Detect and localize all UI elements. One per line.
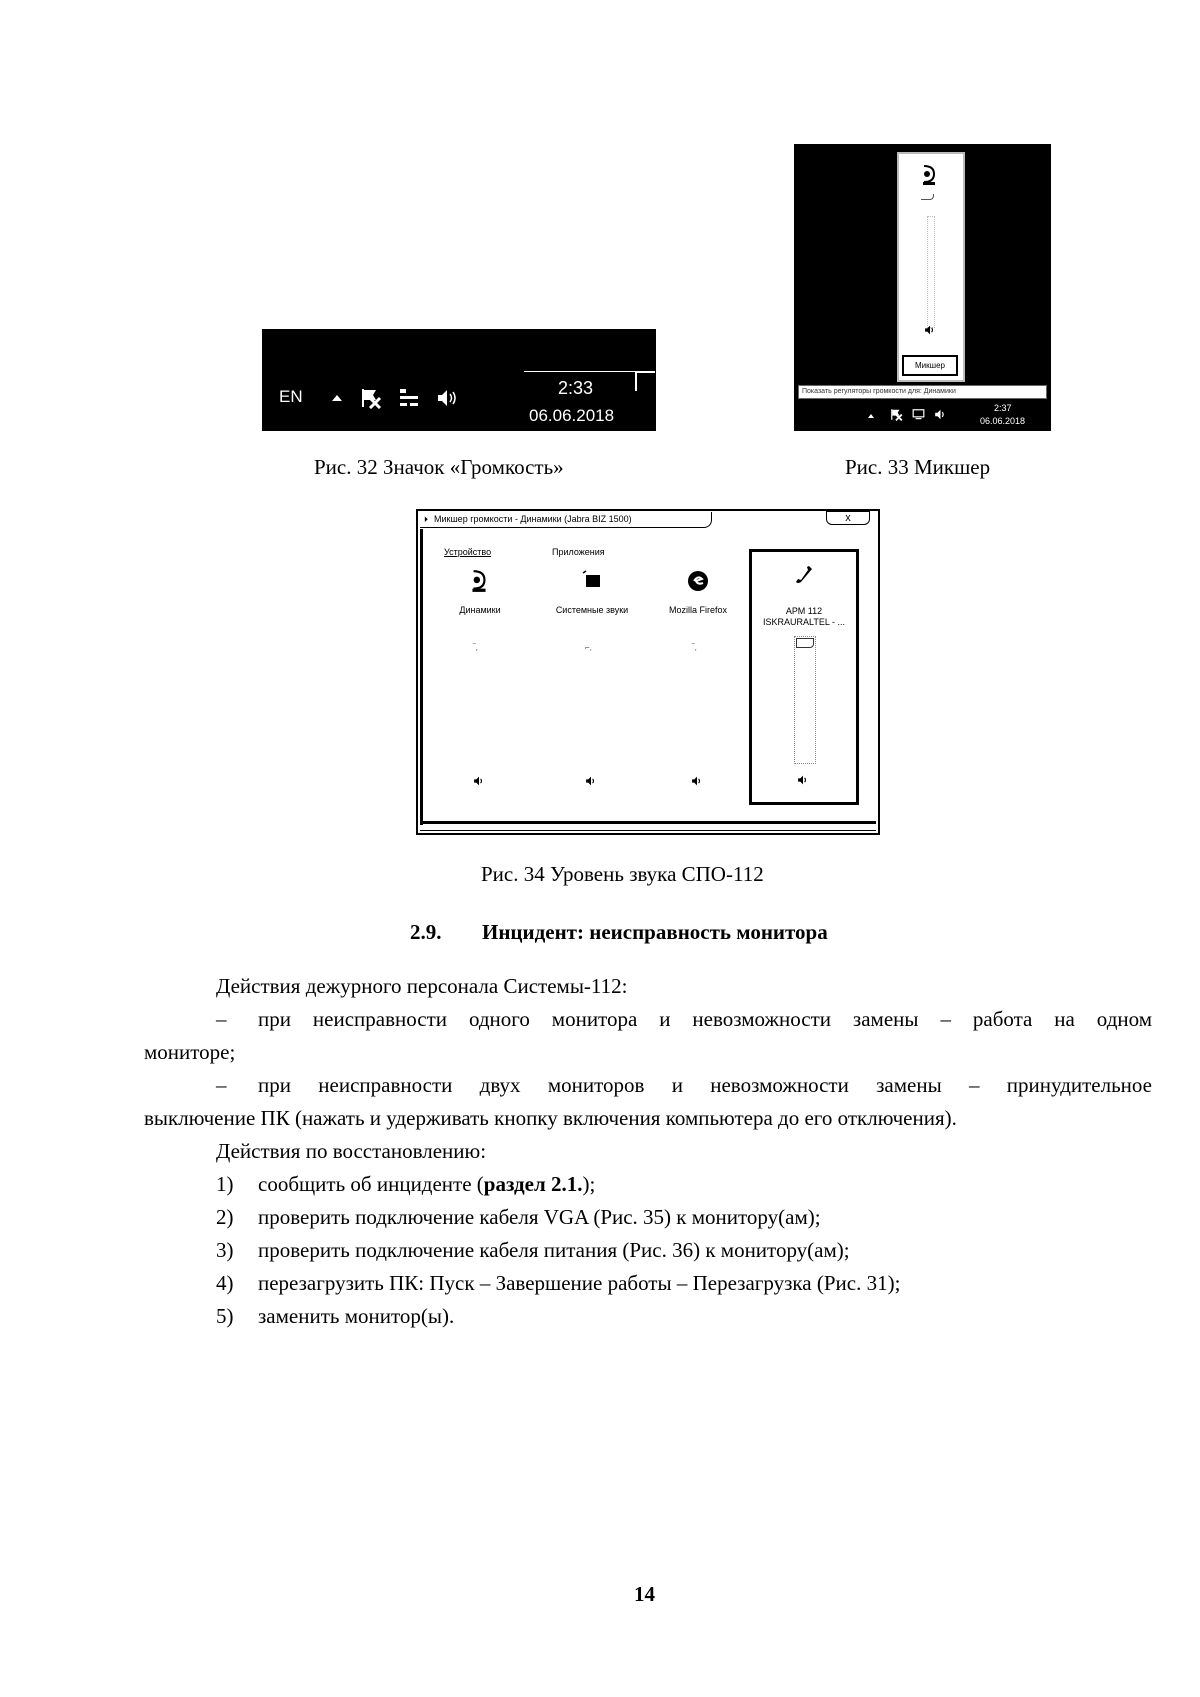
dash-item-2-line-2: выключение ПК (нажать и удерживать кнопку включения компьютера до его отключения). [144, 1106, 957, 1130]
mute-speaker-icon[interactable] [690, 775, 704, 787]
volume-slider-track[interactable] [927, 216, 935, 328]
step-number: 1) [216, 1172, 234, 1196]
speaker-icon[interactable] [436, 387, 458, 409]
dash-item-1-line-2: мониторе; [144, 1040, 236, 1064]
slider-thumb[interactable] [796, 638, 814, 648]
step-5-text: заменить монитор(ы). [258, 1304, 455, 1328]
column-label-system-sounds: Системные звуки [555, 605, 629, 615]
column-label-apm-112: АРМ 112 ISKRAURALTEL - ... [762, 606, 846, 627]
volume-popup-panel [897, 152, 965, 382]
list-dash-bullet: – [216, 1073, 227, 1097]
mixer-button[interactable]: Микшер [902, 355, 958, 376]
language-indicator[interactable]: EN [279, 387, 303, 406]
volume-slider-track[interactable] [794, 636, 816, 764]
step-number: 4) [216, 1271, 234, 1295]
speaker-device-icon[interactable] [468, 569, 490, 593]
slider-thumb[interactable]: ‾, [473, 643, 478, 652]
window-speaker-icon: ⏵ [424, 515, 428, 524]
step-number: 5) [216, 1304, 234, 1328]
restore-intro: Действия по восстановлению: [216, 1139, 487, 1163]
speaker-icon[interactable] [934, 408, 947, 421]
taskbar-screenshot [262, 329, 656, 431]
mute-speaker-icon[interactable] [472, 775, 486, 787]
speaker-device-icon [919, 164, 939, 186]
mute-speaker-icon[interactable] [796, 774, 810, 786]
chevron-up-icon[interactable] [868, 414, 874, 418]
column-label-speakers: Динамики [459, 605, 501, 615]
clock-date[interactable]: 06.06.2018 [980, 416, 1026, 426]
system-sounds-icon[interactable] [581, 569, 603, 591]
network-icon[interactable] [398, 387, 420, 409]
close-button[interactable]: x [826, 511, 870, 525]
volume-mixer-window [416, 509, 880, 835]
figure-33-caption: Рис. 33 Микшер [845, 455, 991, 479]
apps-header: Приложения [552, 547, 605, 557]
device-header: Устройство [444, 547, 492, 557]
clock-time[interactable]: 2:37 [994, 403, 1012, 413]
step-number: 3) [216, 1238, 234, 1262]
figure-32-caption: Рис. 32 Значок «Громкость» [314, 455, 564, 479]
step-3-text: проверить подключение кабеля питания (Рис. 36) к монитору(ам); [258, 1238, 850, 1262]
list-dash-bullet: – [216, 1007, 227, 1031]
action-center-flag-icon[interactable] [360, 387, 382, 409]
dash-item-1-line-1: при неисправности одного монитора и невозможности замены – работа на одном [258, 1007, 1152, 1031]
window-inner-border [420, 529, 429, 825]
page-number: 14 [634, 1582, 655, 1606]
clock-time[interactable]: 2:33 [558, 378, 594, 398]
chevron-up-icon[interactable] [332, 395, 342, 401]
section-number: 2.9. [410, 920, 442, 944]
window-title: Микшер громкости - Динамики (Jabra BIZ 1500) [420, 512, 712, 528]
mute-speaker-icon[interactable] [584, 775, 598, 787]
network-icon[interactable] [912, 408, 925, 421]
slider-thumb[interactable] [921, 194, 934, 200]
intro-paragraph: Действия дежурного персонала Системы-112: [216, 974, 628, 998]
step-number: 2) [216, 1205, 234, 1229]
mute-speaker-icon[interactable] [923, 324, 937, 336]
step-2-text: проверить подключение кабеля VGA (Рис. 35) к монитору(ам); [258, 1205, 821, 1229]
clock-divider [524, 371, 636, 372]
column-label-firefox: Mozilla Firefox [668, 605, 727, 615]
firefox-icon[interactable] [686, 569, 710, 593]
apm-112-column-highlight[interactable] [749, 549, 859, 805]
section-title: Инцидент: неисправность монитора [482, 920, 828, 944]
window-bottom-border [420, 821, 876, 831]
mixer-popup-screenshot [794, 144, 1051, 431]
step-1-text: сообщить об инциденте (раздел 2.1.); [258, 1172, 596, 1196]
action-center-flag-icon[interactable] [890, 408, 903, 421]
slider-thumb[interactable]: ‾, [692, 643, 697, 652]
window-titlebar[interactable] [418, 511, 878, 529]
slider-thumb[interactable]: ⌐, [585, 643, 592, 652]
mixer-tooltip: Показать регуляторы громкости для: Динамики [798, 385, 1047, 399]
figure-34-caption: Рис. 34 Уровень звука СПО-112 [481, 862, 764, 886]
show-desktop-corner[interactable] [635, 371, 655, 391]
clock-date[interactable]: 06.06.2018 [529, 406, 615, 425]
phone-icon [794, 564, 814, 586]
dash-item-2-line-1: при неисправности двух мониторов и невозможности замены – принудительное [258, 1073, 1152, 1097]
step-4-text: перезагрузить ПК: Пуск – Завершение работы – Перезагрузка (Рис. 31); [258, 1271, 901, 1295]
